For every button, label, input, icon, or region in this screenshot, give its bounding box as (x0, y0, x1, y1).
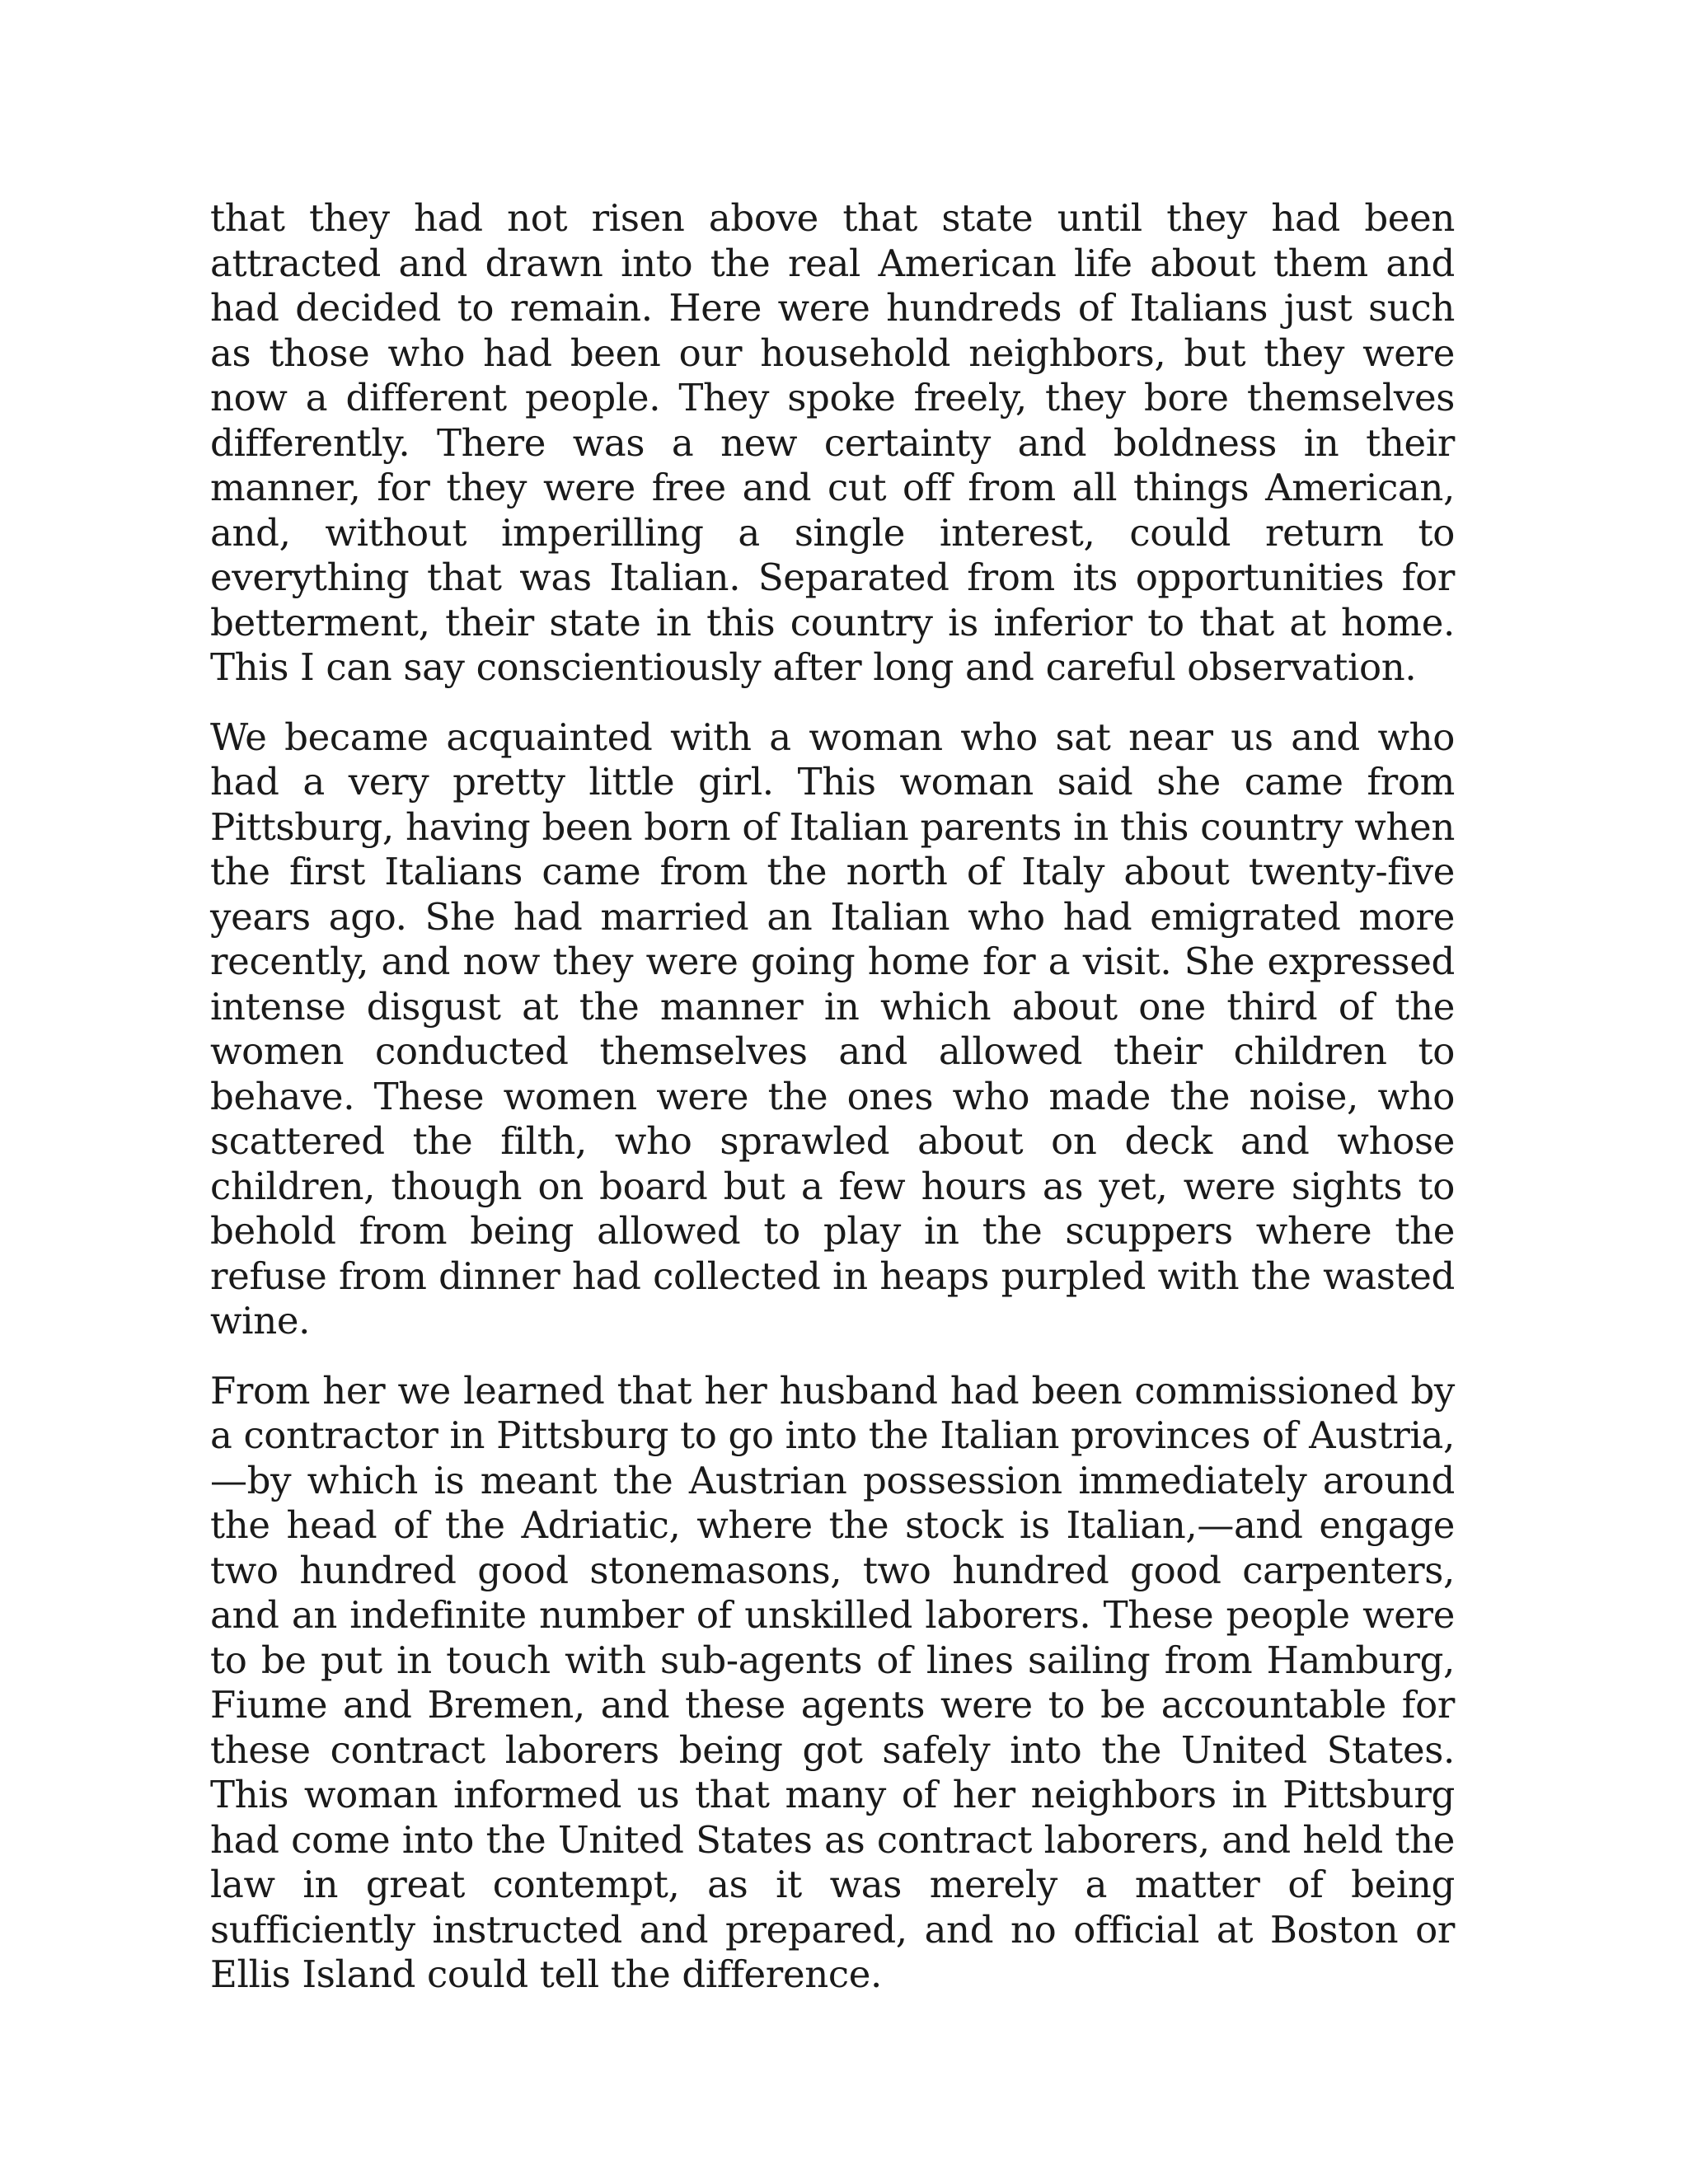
paragraph-1: that they had not risen above that state until they had been attracted and drawn into the real American life about them and had decided to remain. Here were hundreds of Italians just such as those who had been our household neighbors, but they were now a different people. They spoke freely, they bore themselves differently. There was a new certainty and boldness in their manner, for they were free and cut off from all things American, and, without imperilling a single interest, could return to everything that was Italian. Separated from its opportunities for betterment, their state in this country is inferior to that at home. This I can say conscientiously after long and careful observation. (210, 196, 1455, 689)
paragraph-3: From her we learned that her husband had been commissioned by a contractor in Pittsburg to go into the Italian provinces of Austria,—by which is meant the Austrian possession immediately around the head of the Adriatic, where the stock is Italian,—and engage two hundred good stonemasons, two hundred good carpenters, and an indefinite number of unskilled laborers. These people were to be put in touch with sub-agents of lines sailing from Hamburg, Fiume and Bremen, and these agents were to be accountable for these contract laborers being got safely into the United States. This woman informed us that many of her neighbors in Pittsburg had come into the United States as contract laborers, and held the law in great contempt, as it was merely a matter of being sufficiently instructed and prepared, and no official at Boston or Ellis Island could tell the difference. (210, 1368, 1455, 1996)
paragraph-2: We became acquainted with a woman who sat near us and who had a very pretty little girl. This woman said she came from Pittsburg, having been born of Italian parents in this country when the first Italians came from the north of Italy about twenty-five years ago. She had married an Italian who had emigrated more recently, and now they were going home for a visit. She expressed intense disgust at the manner in which about one third of the women conducted themselves and allowed their children to behave. These women were the ones who made the noise, who scattered the filth, who sprawled about on deck and whose children, though on board but a few hours as yet, were sights to behold from being allowed to play in the scuppers where the refuse from dinner had collected in heaps purpled with the wasted wine. (210, 715, 1455, 1343)
document-page (210, 196, 1455, 1998)
